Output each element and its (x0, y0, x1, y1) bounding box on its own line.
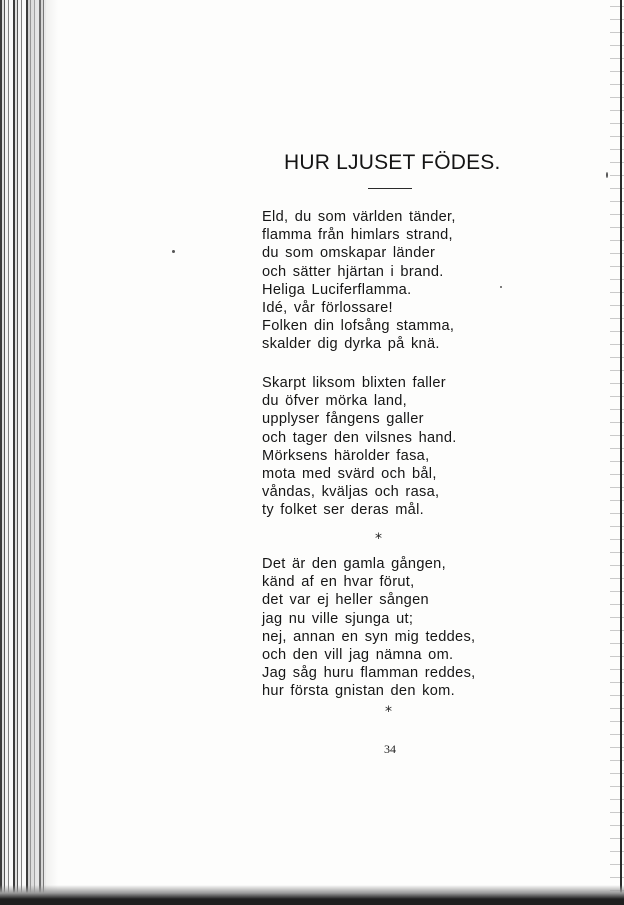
poem-line: Idé, vår förlossare! (262, 300, 393, 317)
poem-line: Heliga Luciferflamma. (262, 281, 412, 298)
poem-line: flamma från himlars strand, (262, 227, 453, 244)
poem-line: Jag såg huru flamman reddes, (262, 665, 476, 682)
poem-title: HUR LJUSET FÖDES. (284, 151, 501, 174)
poem-line: Skarpt liksom blixten faller (262, 375, 446, 391)
poem-line: mota med svärd och bål, (262, 466, 437, 483)
scan-speck (606, 172, 608, 178)
stanza-3 (262, 555, 476, 701)
scan-speck (172, 250, 175, 253)
scanned-bottom-edge (0, 885, 624, 905)
poem-line: och den vill jag nämna om. (262, 647, 454, 664)
title-rule (368, 188, 412, 189)
poem-line: Det är den gamla gången, (262, 556, 446, 572)
poem-line: hur första gnistan den kom. (262, 683, 455, 700)
section-separator: * (385, 704, 392, 720)
section-separator: * (375, 531, 382, 547)
poem-line: Folken din lofsång stamma, (262, 318, 455, 335)
scanned-right-edge (610, 0, 624, 905)
scan-speck (500, 286, 502, 288)
page-number: 34 (384, 742, 396, 756)
poem-line: Eld, du som världen tänder, (262, 209, 456, 225)
stanza-2 (262, 374, 457, 520)
poem-line: det var ej heller sången (262, 592, 429, 609)
poem-line: jag nu ville sjunga ut; (262, 610, 414, 627)
poem-line: ty folket ser deras mål. (262, 502, 424, 519)
poem-line: skalder dig dyrka på knä. (262, 336, 440, 353)
poem-line: du som omskapar länder (262, 245, 436, 262)
poem-line: våndas, kväljas och rasa, (262, 484, 440, 501)
gutter-shadow (28, 0, 58, 905)
poem-line: nej, annan en syn mig teddes, (262, 628, 476, 645)
poem-line: upplyser fångens galler (262, 411, 424, 428)
poem-line: du öfver mörka land, (262, 393, 408, 410)
poem-line: Mörksens härolder fasa, (262, 447, 430, 464)
poem-line: och tager den vilsnes hand. (262, 429, 457, 446)
poem-line: känd af en hvar förut, (262, 574, 415, 591)
poem-line: och sätter hjärtan i brand. (262, 263, 444, 280)
stanza-1 (262, 208, 456, 354)
